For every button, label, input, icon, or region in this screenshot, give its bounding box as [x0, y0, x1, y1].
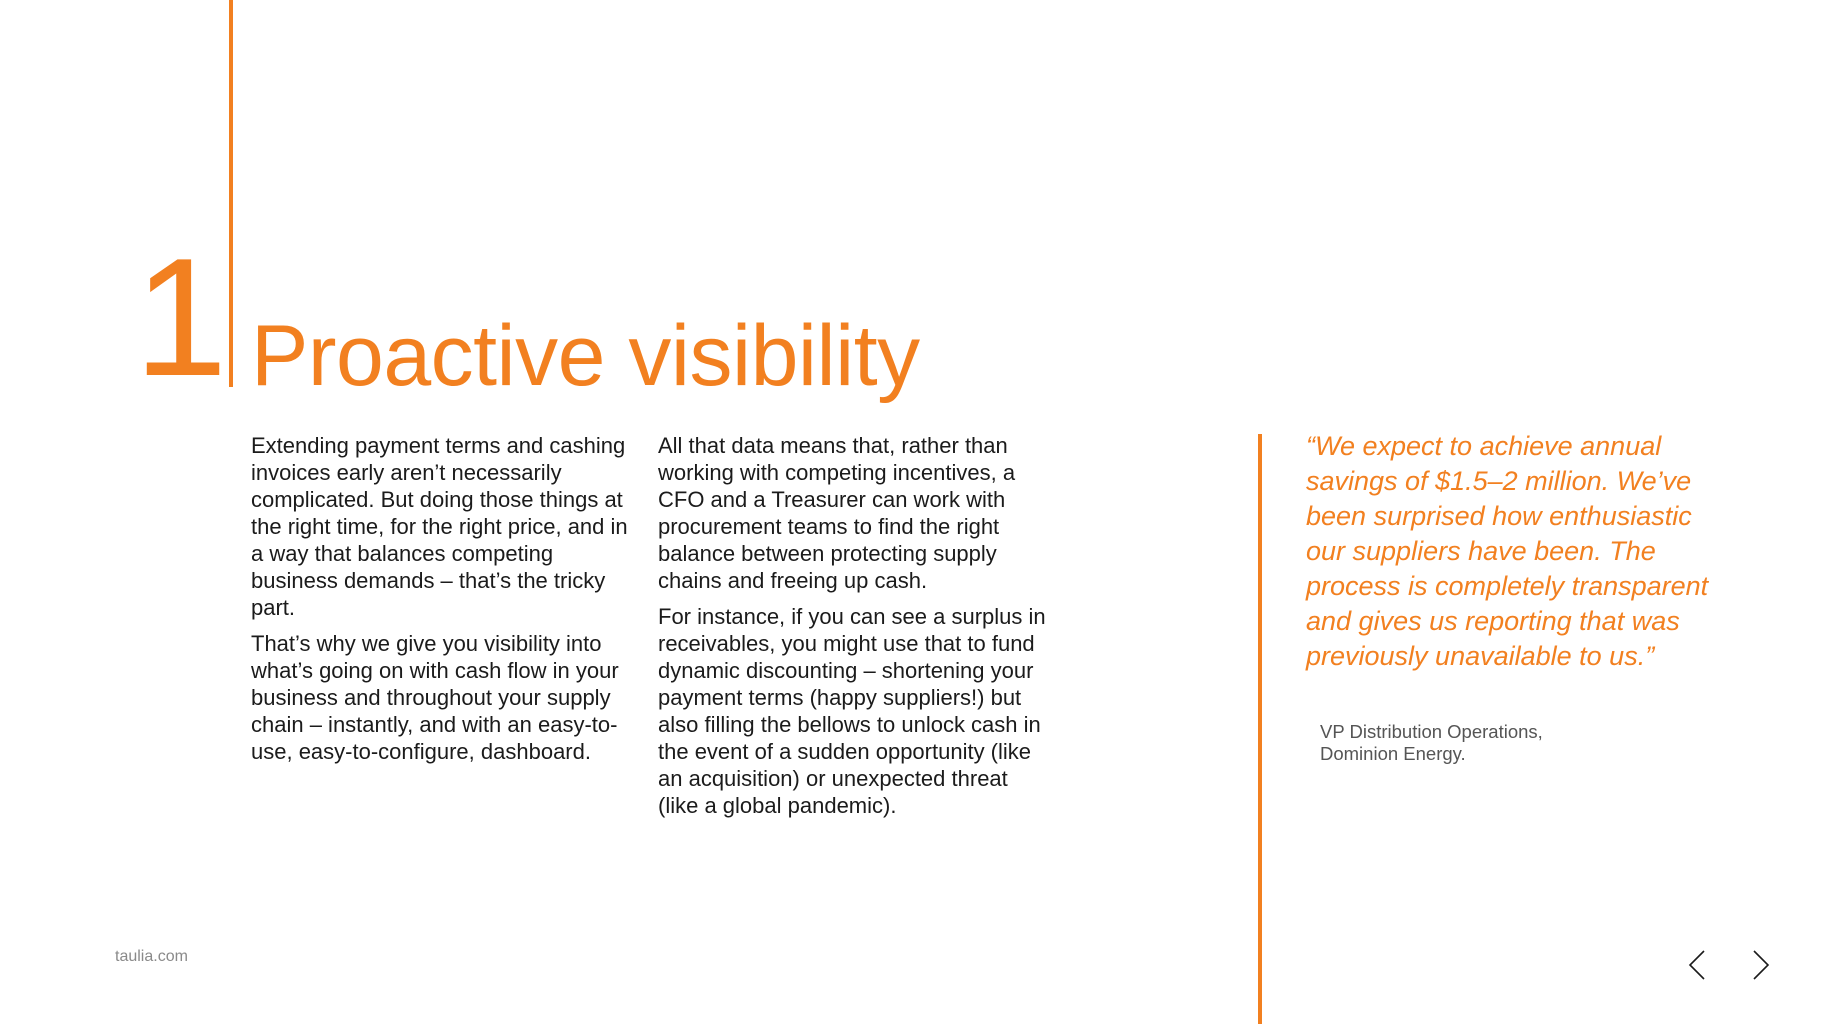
section-number: 1 [134, 223, 226, 411]
body-column-2 [658, 432, 1048, 828]
body-paragraph: All that data means that, rather than working with competing incentives, a CFO and a Treasurer can work with procurement teams to find the right balance between protecting supply chains and freeing up cash. [658, 433, 1016, 593]
quote-accent-rule [1258, 434, 1262, 1024]
body-column-1 [251, 432, 641, 774]
attribution-title: VP Distribution Operations, [1320, 721, 1543, 742]
pull-quote: “We expect to achieve annual savings of $1.5–2 million. We’ve been surprised how enthusiastic our suppliers have been. The process is completely transparent and gives us reporting that was previously unavailable to us.” [1306, 431, 1709, 671]
body-paragraph: Extending payment terms and cashing invoices early aren’t necessarily complicated. But doing those things at the right time, for the right price, and in a way that balances competing business demands – that’s the tricky part. [251, 433, 628, 620]
previous-page-button[interactable] [1684, 948, 1710, 982]
top-accent-rule [229, 0, 233, 387]
footer-link[interactable]: taulia.com [115, 948, 188, 965]
body-paragraph: For instance, if you can see a surplus in receivables, you might use that to fund dynamic discounting – shortening your payment terms (happy suppliers!) but also filling the bellows to unlock cash in the event of a sudden opportunity (like an acquisition) or unexpected threat (like a global pandemic). [658, 604, 1046, 818]
next-page-button[interactable] [1748, 948, 1774, 982]
body-paragraph: That’s why we give you visibility into what’s going on with cash flow in your business and throughout your supply chain – instantly, and with an easy-to-use, easy-to-configure, dashboard. [251, 631, 619, 764]
chevron-left-icon [1684, 948, 1710, 982]
page-title: Proactive visibility [251, 308, 920, 404]
attribution-company: Dominion Energy. [1320, 743, 1466, 764]
quote-attribution [1320, 721, 1620, 765]
chevron-right-icon [1748, 948, 1774, 982]
